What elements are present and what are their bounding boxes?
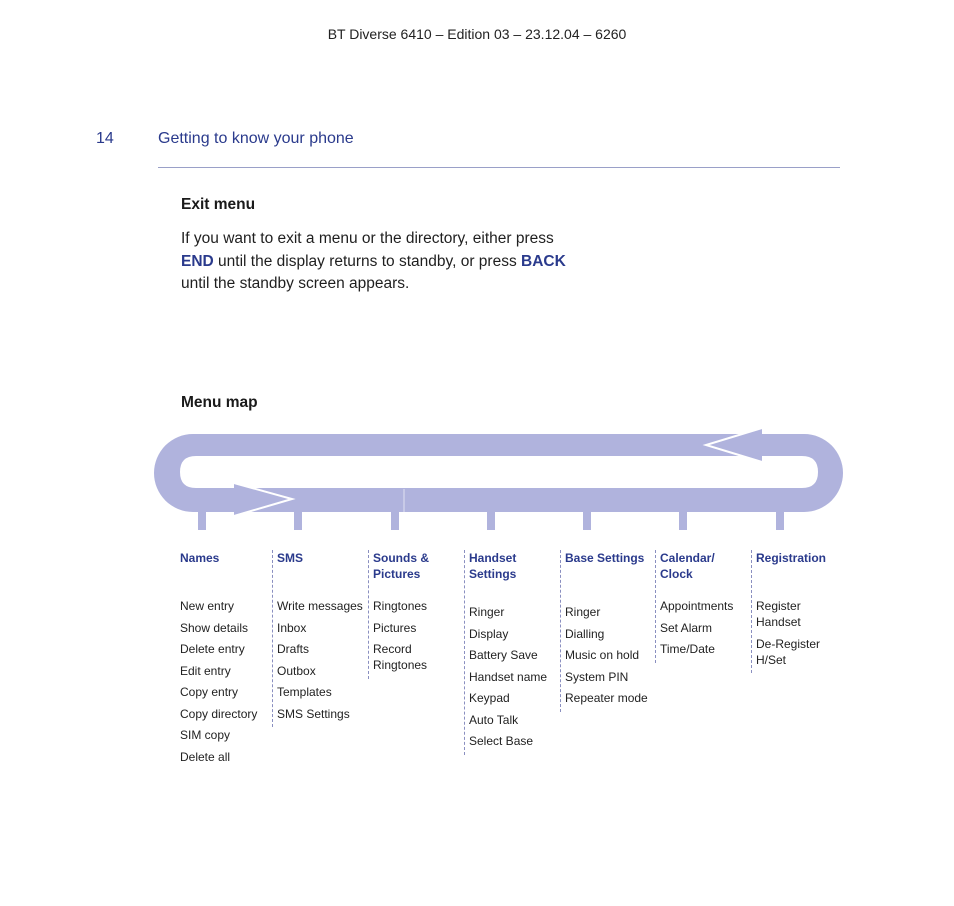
menu-column [368,550,465,679]
exit-menu-heading: Exit menu [181,196,256,213]
exit-text-3: until the standby screen appears. [181,275,410,292]
menu-item-list [660,598,752,657]
menu-column-heading [660,550,752,582]
menu-column-heading-line: Pictures [373,567,421,581]
menu-item: Delete all [180,749,231,764]
menu-item: Time/Date [660,642,715,656]
menu-column-heading [277,550,369,582]
menu-item: Music on hold [565,648,640,662]
key-back: BACK [521,252,566,270]
menu-column-heading-line: Sounds & [373,551,429,565]
menu-column [464,550,561,755]
menu-column [272,550,369,727]
menu-item: Select Base [469,734,534,748]
page-title: Getting to know your phone [158,130,354,147]
menu-column [655,550,752,663]
menu-column-heading-line: Settings [469,567,517,581]
menu-item: System PIN [565,669,629,684]
menu-column-heading [756,550,848,582]
menu-item-list [277,598,369,722]
menu-column-heading-line: Clock [660,567,693,581]
menu-column-heading [565,550,657,582]
menu-item-list [756,598,848,668]
arrow-left-icon [706,428,762,462]
menu-column-heading [469,550,561,582]
menu-item: SMS Settings [277,706,350,721]
menu-item: Keypad [469,691,510,705]
exit-text-1: If you want to exit a menu or the directory, either press [181,230,554,247]
menu-column-heading-line: Calendar/ [660,551,715,565]
menu-item: Pictures [373,620,417,635]
key-end: END [181,252,214,270]
running-header: BT Diverse 6410 – Edition 03 – 23.12.04 – 6260 [327,26,627,42]
menu-item: Auto Talk [469,712,519,727]
menu-column [560,550,657,712]
exit-text-2: until the display returns to standby, or press [213,252,522,270]
menu-item: Ringtones [373,599,428,613]
menu-item: Edit entry [180,663,231,678]
menu-item: Register Handset [756,599,801,629]
menu-item: Templates [277,685,332,699]
menu-item-list [565,604,657,706]
menu-column-heading [373,550,465,582]
menu-item-list [180,598,272,765]
menu-item: Appointments [660,599,734,613]
menu-item: Set Alarm [660,620,713,635]
menu-column-heading-line: Names [180,551,220,565]
menu-item: Write messages [277,599,363,613]
menu-item: Outbox [277,663,316,678]
menu-item: Ringer [565,605,601,619]
menu-map-heading: Menu map [181,394,258,411]
page-number: 14 [96,130,114,147]
menu-item: De-Register H/Set [756,636,821,667]
menu-column-heading-line: Registration [756,551,827,565]
menu-item: Battery Save [469,648,538,662]
menu-item: Copy entry [180,685,239,699]
menu-item-list [373,598,465,673]
menu-item: Show details [180,620,249,635]
menu-item: Repeater mode [565,691,648,705]
menu-item: New entry [180,599,235,613]
menu-item: Drafts [277,642,310,656]
menu-item: Inbox [277,620,307,635]
column-ticks [198,511,784,530]
menu-item: Display [469,626,509,641]
menu-column [180,550,272,770]
menu-column-heading-line: Base Settings [565,551,645,565]
menu-item: Delete entry [180,642,245,656]
menu-column-heading [180,550,272,582]
menu-item: Dialling [565,626,605,641]
menu-column [751,550,848,673]
menu-item: Ringer [469,605,505,619]
menu-column-heading-line: Handset [469,551,517,565]
menu-item-list [469,604,561,749]
menu-item: Copy directory [180,706,258,721]
menu-item: Handset name [469,669,548,684]
menu-item: Record Ringtones [373,642,428,672]
menu-item: SIM copy [180,728,231,742]
menu-column-heading-line: SMS [277,551,304,565]
